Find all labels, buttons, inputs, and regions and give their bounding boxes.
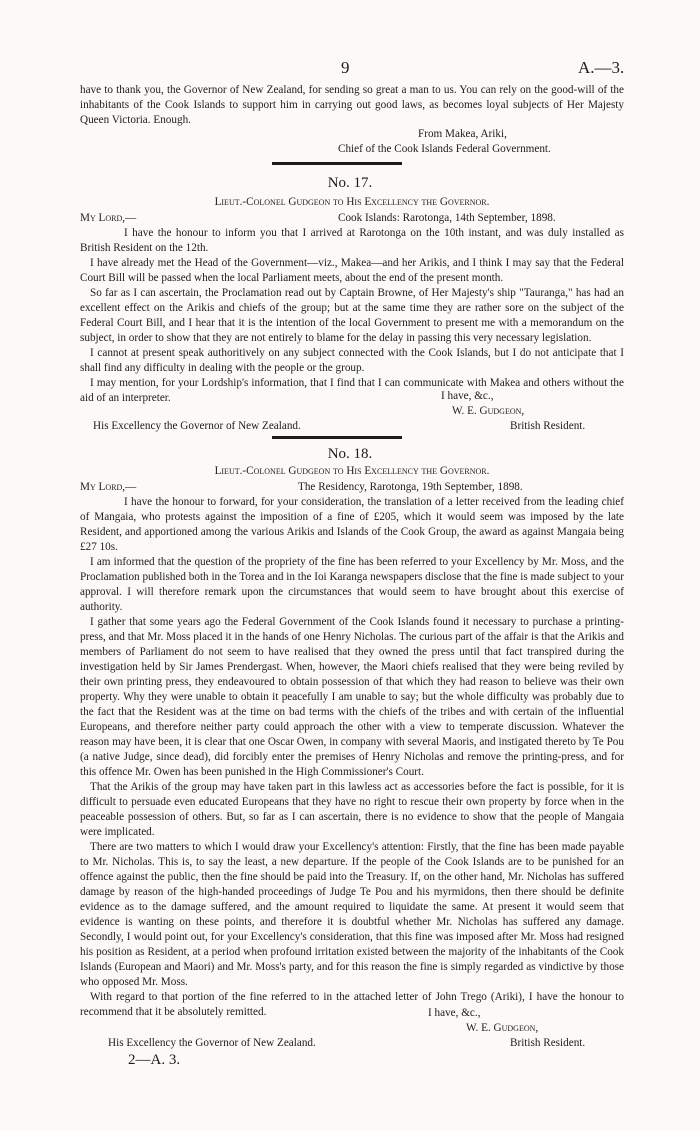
- letter-18-paragraph: That the Arikis of the group may have taken part in this lawless act as accessories before the fact is possible, for it is difficult to persuade even educated Europeans that they have no right to rescue their own property by force when in the peaceable possession of others. But, so far as I can ascertain, there is no evidence to show that the people of Mangaia were implicated.: [80, 781, 624, 838]
- letter-18-paragraph: I am informed that the question of the propriety of the fine has been referred to your Excellency by Mr. Moss, and the Proclamation published both in the Torea and in the Ioi Karanga newspapers disclose that the fine is made subject to your approval. I will therefore remark upon the circumstances that would seem to have brought about this exercise of authority.: [80, 556, 624, 613]
- letter-17-paragraph: I cannot at present speak authoritively on any subject connected with the Cook Islands, but I do not anticipate that I shall find any difficulty in dealing with the people or the group.: [80, 347, 624, 374]
- letter-17-dateline: [80, 212, 624, 227]
- letter-18-sign-title: British Resident.: [510, 1037, 586, 1049]
- letter-17-place-date: Cook Islands: Rarotonga, 14th September, 1898.: [338, 212, 556, 224]
- letter-17-addressee: His Excellency the Governor of New Zealand.: [93, 420, 301, 432]
- letter-17-paragraph: So far as I can ascertain, the Proclamation read out by Captain Browne, of Her Majesty's ship "Tauranga," has had an excellent effect on the Arikis and chiefs of the group; but at the same time they are rather sore on the subject of the Federal Court Bill, and I hear that it is the intention of the local Government to present me with a memorandum on the subject, in order to show that they are not entirely to blame for the delay in passing this very necessary legislation.: [80, 287, 624, 344]
- page-number: 9: [341, 58, 350, 77]
- letter-17-sign-title: British Resident.: [510, 420, 586, 432]
- letter-17-body: [80, 226, 624, 406]
- letter-18-paragraph: With regard to that portion of the fine referred to in the attached letter of John Trego (Ariki), I have the honour to recommend that it be absolutely remitted.: [80, 991, 624, 1018]
- letter-18-addressee: His Excellency the Governor of New Zealand.: [108, 1037, 316, 1049]
- letter-18-dateline: [80, 481, 624, 496]
- signature-mark: 2—A. 3.: [128, 1052, 181, 1068]
- letter-17-closing: I have, &c.,: [441, 390, 494, 402]
- letter-18-heading: Lieut.-Colonel Gudgeon to His Excellency the Governor.: [214, 465, 490, 477]
- section-divider: [272, 162, 402, 165]
- letter-18-body: [80, 495, 624, 1020]
- intro-from: From Makea, Ariki,: [418, 128, 507, 140]
- letter-17-heading: Lieut.-Colonel Gudgeon to His Excellency the Governor.: [214, 196, 490, 208]
- letter-17-paragraph: I may mention, for your Lordship's information, that I find that I can communicate with Makea and others without the aid of an interpreter.: [80, 377, 624, 404]
- letter-18-paragraph: There are two matters to which I would draw your Excellency's attention: Firstly, that the fine has been made payable to Mr. Nicholas. This is, to say the least, a new departure. If the people of the Cook Islands are to be punished for an offence against the public, then the fine should be paid into the Treasury. If, on the other hand, Mr. Nicholas has suffered damage by reason of the high-handed proceedings of Judge Te Pou and his myrmidons, then there should be definite evidence as to the damage suffered, and the amount required to liquidate the same. At present it would seem that evidence is wanting on these points, and therefore it is doubtful whether Mr. Nicholas has suffered any damage. Secondly, I would point out, for your Excellency's consideration, that this fine was imposed after Mr. Moss had resigned his position as Resident, at a period when profound irritation existed between the majority of the inhabitants of the Cook Islands (European and Maori) and Mr. Moss's party, and for this reason the fine is simply regarded as vindictive by those who opposed Mr. Moss.: [80, 841, 624, 988]
- letter-17-signature: W. E. Gudgeon,: [452, 405, 525, 417]
- letter-18-place-date: The Residency, Rarotonga, 19th September, 1898.: [298, 481, 523, 493]
- letter-18-closing: I have, &c.,: [428, 1007, 481, 1019]
- letter-18-number: No. 18.: [327, 446, 373, 462]
- letter-17-paragraph: I have the honour to inform you that I arrived at Rarotonga on the 10th instant, and was duly installed as British Resident on the 12th.: [80, 227, 624, 254]
- letter-18-salutation: My Lord,—: [80, 481, 137, 493]
- section-divider: [272, 436, 402, 439]
- letter-17-number: No. 17.: [327, 175, 373, 191]
- letter-18-paragraph: I gather that some years ago the Federal Government of the Cook Islands found it necessary to purchase a printing-press, and that Mr. Moss placed it in the hands of one Henry Nicholas. The curious part of the affair is that the Arikis and members of Parliament do not seem to have realised that they owned the press until that fact transpired during the investigation held by Sir James Prendergast. When, however, the Maori chiefs realised that they were being reviled by their own printing press, they endeavoured to obtain possession of that which they had reason to believe was their own property. Why they were unable to obtain it peacefully I am unable to say; but the whole difficulty was probably due to the fact that the Resident was at the time on bad terms with the chiefs of the tribes and with certain of the influential Europeans, and therefore neither party could approach the other with a view to temperate discussion. Whatever the reason may have been, it is clear that one Oscar Owen, in company with several Maoris, and instigated thereto by Te Pou (a native Judge, since dead), did forcibly enter the premises of Henry Nicholas and remove the printing-press, and for this offence Mr. Owen has been punished in the High Commissioner's Court.: [80, 616, 624, 778]
- intro-from-title: Chief of the Cook Islands Federal Government.: [338, 143, 551, 155]
- letter-17-salutation: My Lord,—: [80, 212, 137, 224]
- intro-block: [80, 83, 624, 128]
- intro-paragraph: have to thank you, the Governor of New Zealand, for sending so great a man to us. You can rely on the good-will of the inhabitants of the Cook Islands to support him in carrying out good laws, as becomes loyal subjects of Her Majesty Queen Victoria. Enough.: [80, 84, 624, 126]
- letter-17-paragraph: I have already met the Head of the Government—viz., Makea—and her Arikis, and I think I may say that the Federal Court Bill will be passed when the local Parliament meets, about the end of the present month.: [80, 257, 624, 284]
- paper-reference: A.—3.: [578, 58, 625, 77]
- letter-18-signature: W. E. Gudgeon,: [466, 1022, 539, 1034]
- letter-18-paragraph: I have the honour to forward, for your consideration, the translation of a letter received from the leading chief of Mangaia, who protests against the imposition of a fine of £205, which it would seem was imposed by the late Resident, and apportioned among the various Arikis and Islands of the Cook Group, the award as against Mangaia being £27 10s.: [80, 496, 624, 553]
